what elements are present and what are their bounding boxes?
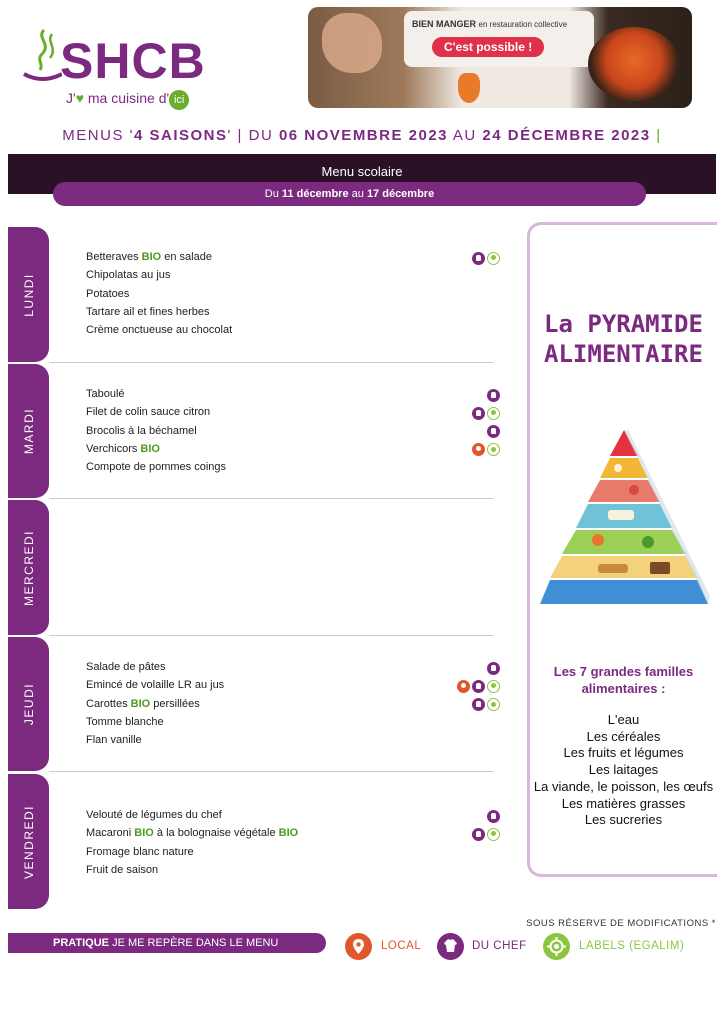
dish-icons [457, 680, 500, 693]
dish-item: Verchicors BIO [86, 442, 160, 455]
day-label: VENDREDI [21, 804, 36, 879]
chef-hat-icon [487, 662, 500, 675]
day-divider [49, 362, 493, 363]
dish-item: Crème onctueuse au chocolat [86, 324, 233, 337]
chef-hat-icon [487, 425, 500, 438]
dish-item: Emincé de volaille LR au jus [86, 679, 225, 692]
logo-wordmark: SHCB [60, 33, 206, 89]
dish-icons [487, 425, 500, 438]
banner-slogan: C'est possible ! [432, 37, 544, 57]
label-icon [487, 252, 500, 265]
page-title: MENUS '4 SAISONS' | DU 06 NOVEMBRE 2023 AU 24 DÉCEMBRE 2023 | [62, 127, 662, 144]
dish-icons [472, 828, 500, 841]
dish-item: Taboulé [86, 388, 125, 400]
family-item: Les céréales [586, 728, 661, 744]
dish-icons [472, 443, 500, 456]
dish-icons [472, 252, 500, 265]
dish-item: Brocolis à la béchamel [86, 424, 197, 437]
dish-item: Potatoes [86, 287, 130, 300]
family-item: Les fruits et légumes [563, 745, 684, 761]
dish-item: Carottes BIO persillées [86, 697, 200, 710]
panel-title: La PYRAMIDE ALIMENTAIRE [544, 310, 703, 368]
steam-icon [22, 26, 62, 86]
dish-item: Betteraves BIO en salade [86, 251, 212, 263]
heart-icon: ♥ [75, 90, 84, 106]
label-icon [487, 828, 500, 841]
chef-hat-icon [472, 680, 485, 693]
food-pyramid-illustration [538, 428, 710, 606]
dish-item: Velouté de légumes du chef [86, 809, 222, 821]
families-list [530, 712, 717, 829]
shcb-logo [16, 22, 216, 112]
logo-tagline: J'♥ ma cuisine d' ici [66, 90, 189, 110]
chef-hat-icon [487, 389, 500, 402]
carrot-image [458, 73, 480, 103]
family-item: Les laitages [588, 762, 659, 778]
bio-tag: BIO [141, 251, 162, 263]
dish-icons [487, 389, 500, 402]
pyramid-panel [527, 222, 717, 877]
dish-item: Compote de pommes coings [86, 461, 227, 474]
day-divider [49, 635, 493, 636]
local-icon [345, 933, 372, 960]
label-icon [487, 698, 500, 711]
dish-item: Fromage blanc nature [86, 845, 194, 858]
legend-bar: PRATIQUE JE ME REPÈRE DANS LE MENU [8, 933, 326, 953]
chef-hat-icon [472, 407, 485, 420]
dish-item: Macaroni BIO à la bolognaise végétale BIO [86, 827, 299, 840]
legend-labels-label: LABELS (EGALIM) [579, 940, 685, 952]
bowl-image [588, 27, 680, 101]
chef-hat-icon [437, 933, 464, 960]
local-icon [472, 443, 485, 456]
reserve-note: SOUS RÉSERVE DE MODIFICATIONS * [526, 918, 716, 929]
bio-tag: BIO [278, 827, 299, 840]
bio-tag: BIO [134, 827, 154, 840]
dish-item: Fruit de saison [86, 863, 159, 876]
legend-chef-label: DU CHEF [472, 940, 527, 952]
bio-tag: BIO [130, 697, 151, 710]
day-divider [49, 771, 493, 772]
dish-item: Filet de colin sauce citron [86, 406, 211, 419]
day-tab-mardi [8, 364, 49, 498]
day-label: LUNDI [21, 272, 36, 317]
legend-local-label: LOCAL [381, 940, 422, 952]
family-item: Les sucreries [584, 812, 663, 828]
dish-item: Salade de pâtes [86, 661, 166, 673]
label-icon [487, 680, 500, 693]
campaign-banner: BIEN MANGER en restauration collective C'est possible ! [308, 7, 692, 108]
day-label: JEUDI [21, 682, 36, 726]
dish-item: Tomme blanche [86, 715, 164, 728]
hand-image [322, 13, 382, 73]
day-tab-vendredi [8, 774, 49, 909]
dish-item: Chipolatas au jus [86, 269, 171, 282]
chef-hat-icon [472, 828, 485, 841]
labels-icon [543, 933, 570, 960]
day-label: MERCREDI [21, 529, 36, 606]
chef-hat-icon [472, 252, 485, 265]
chef-hat-icon [472, 698, 485, 711]
chef-hat-icon [487, 810, 500, 823]
day-tab-lundi [8, 227, 49, 362]
menu-type-label: Menu scolaire [321, 164, 403, 179]
families-heading: Les 7 grandes familles alimentaires : [553, 664, 694, 696]
dish-icons [487, 662, 500, 675]
day-tab-mercredi [8, 500, 49, 635]
day-divider [49, 498, 493, 499]
bio-tag: BIO [140, 442, 160, 455]
day-label: MARDI [21, 407, 36, 455]
dish-icons [472, 698, 500, 711]
label-icon [487, 443, 500, 456]
dish-item: Tartare ail et fines herbes [86, 305, 210, 318]
day-tab-jeudi [8, 637, 49, 771]
local-icon [457, 680, 470, 693]
dish-item: Flan vanille [86, 734, 142, 747]
dish-icons [487, 810, 500, 823]
week-range: Du 11 décembre au 17 décembre [53, 182, 646, 206]
label-icon [487, 407, 500, 420]
family-item: L'eau [607, 712, 640, 727]
dish-icons [472, 407, 500, 420]
family-item: Les matières grasses [561, 795, 686, 811]
family-item: La viande, le poisson, les œufs [533, 778, 714, 794]
